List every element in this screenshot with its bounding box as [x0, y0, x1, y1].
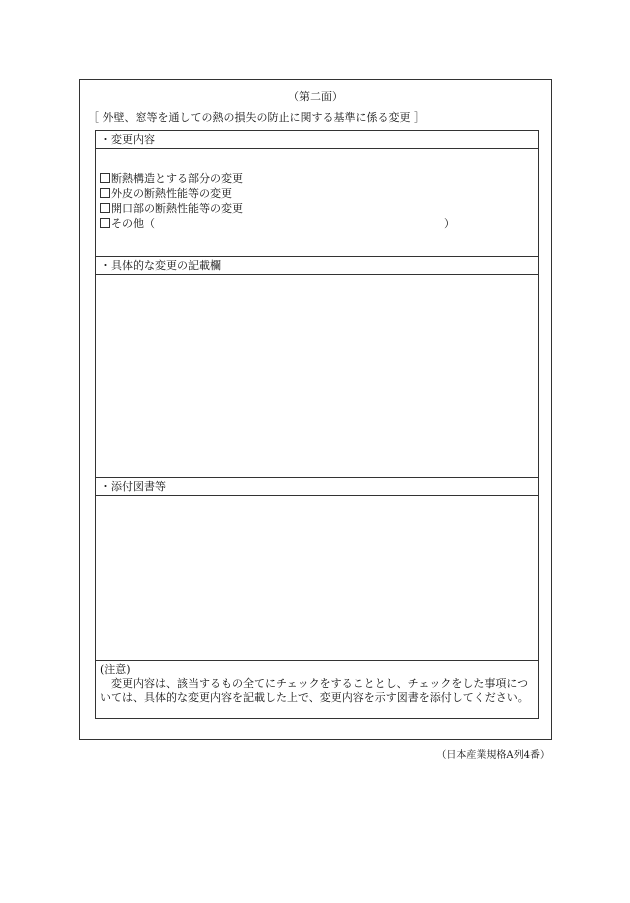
page-label: （第二面）: [288, 90, 343, 103]
form-frame: [79, 79, 552, 740]
checkbox[interactable]: [100, 188, 110, 198]
other-close-paren: ）: [444, 217, 455, 230]
attachments-writing-area[interactable]: [95, 496, 539, 660]
option-opening-performance[interactable]: 開口部の断熱性能等の変更: [100, 201, 243, 216]
subject-title: ［ 外壁、窓等を通しての熱の損失の防止に関する基準に係る変更 ］: [88, 111, 425, 124]
details-writing-area[interactable]: [95, 275, 539, 477]
section-details-heading: ・具体的な変更の記載欄: [95, 256, 539, 275]
option-other[interactable]: その他（ ）: [100, 216, 243, 231]
section-change-content-body: [95, 149, 539, 256]
checkbox[interactable]: [100, 173, 110, 183]
form-body: [95, 130, 539, 717]
change-options-list: [100, 171, 455, 231]
section-change-content-heading: ・変更内容: [95, 130, 539, 149]
option-envelope-performance[interactable]: 外皮の断熱性能等の変更: [100, 186, 243, 201]
checkbox[interactable]: [100, 218, 110, 228]
option-insulation-structure[interactable]: 断熱構造とする部分の変更: [100, 171, 243, 186]
paper-size-note: （日本産業規格A列4番）: [436, 750, 550, 761]
notes-label: (注意): [100, 663, 131, 676]
section-attachments-heading: ・添付図書等: [95, 477, 539, 496]
notes-text: 変更内容は、該当するもの全てにチェックをすることとし、チェックをした事項については、具体的な変更内容を記載した上で、変更内容を示す図書を添付してください。: [100, 677, 529, 704]
checkbox[interactable]: [100, 203, 110, 213]
notes-box: [95, 660, 539, 719]
